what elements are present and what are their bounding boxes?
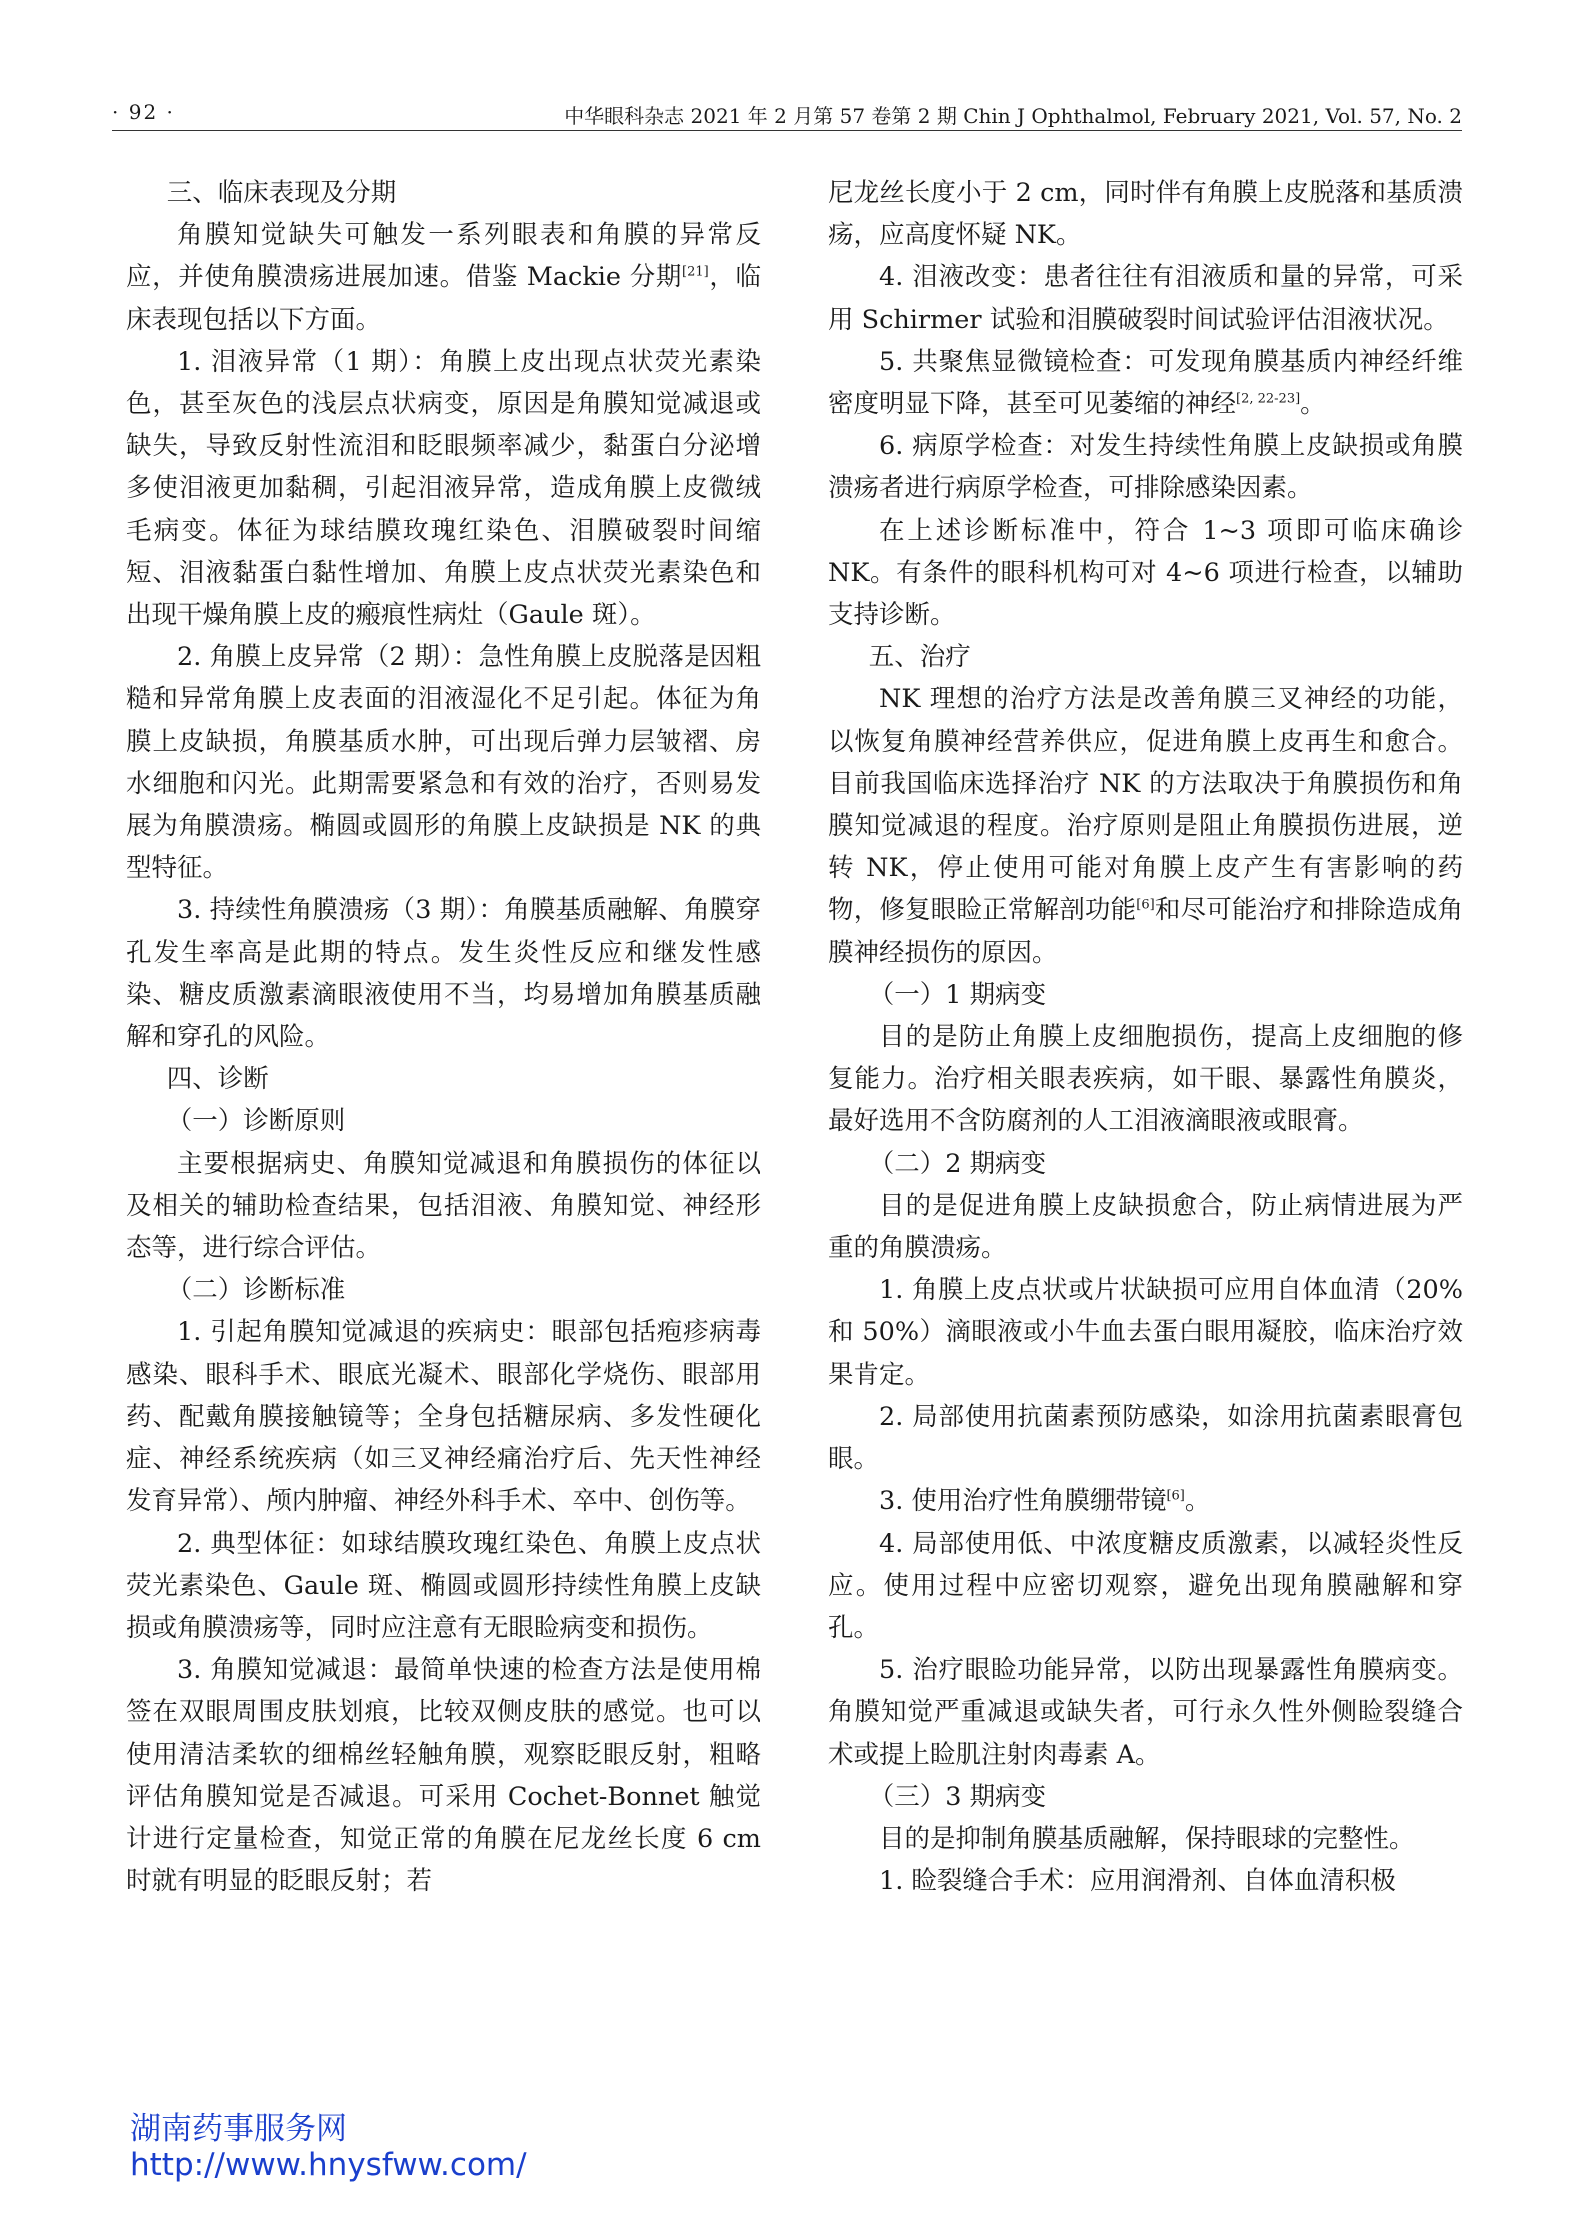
paragraph: 5. 共聚焦显微镜检查：可发现角膜基质内神经纤维密度明显下降，甚至可见萎缩的神经[2, 22-23]。 [828,346,1463,420]
subsection-heading: （一）诊断原则 [166,1106,346,1137]
citation-ref: [6] [1136,897,1155,913]
paragraph: 1. 睑裂缝合手术：应用润滑剂、自体血清积极 [879,1866,1396,1897]
site-name-link[interactable]: 湖南药事服务网 [130,2111,347,2147]
site-url-link[interactable]: http://www.hnysfww.com/ [130,2147,527,2183]
paragraph: 尼龙丝长度小于 2 cm，同时伴有角膜上皮脱落和基质溃疡，应高度怀疑 NK。 [828,178,1463,251]
citation-ref: [21] [682,264,709,280]
paragraph: 3. 持续性角膜溃疡（3 期）：角膜基质融解、角膜穿孔发生率高是此期的特点。发生炎性反应和继发性感染、糖皮质激素滴眼液使用不当，均易增加角膜基质融解和穿孔的风险。 [126,895,761,1053]
section-heading: 五、治疗 [868,642,971,673]
paragraph: 4. 局部使用低、中浓度糖皮质激素，以减轻炎性反应。使用过程中应密切观察，避免出现角膜融解和穿孔。 [828,1528,1463,1643]
paragraph: 目的是促进角膜上皮缺损愈合，防止病情进展为严重的角膜溃疡。 [828,1190,1463,1264]
section-heading: 四、诊断 [166,1064,269,1095]
subsection-heading: （三）3 期病变 [868,1781,1047,1812]
subsection-heading: （二）诊断标准 [166,1275,346,1306]
paragraph: 1. 泪液异常（1 期）：角膜上皮出现点状荧光素染色，甚至灰色的浅层点状病变，原因是角膜知觉减退或缺失，导致反射性流泪和眨眼频率减少，黏蛋白分泌增多使泪液更加黏稠，引起泪液异常，造成角膜上皮微绒毛病变。体征为球结膜玫瑰红染色、泪膜破裂时间缩短、泪液黏蛋白黏性增加、角膜上皮点状荧光素染色和出现干燥角膜上皮的瘢痕性病灶（Gaule 斑）。 [126,346,761,631]
subsection-heading: （一）1 期病变 [868,979,1047,1010]
paragraph: 目的是抑制角膜基质融解，保持眼球的完整性。 [879,1823,1415,1854]
section-heading: 三、临床表现及分期 [166,178,397,208]
paragraph: 3. 使用治疗性角膜绷带镜[6]。 [879,1486,1211,1517]
paragraph: 2. 角膜上皮异常（2 期）：急性角膜上皮脱落是因粗糙和异常角膜上皮表面的泪液湿化不足引起。体征为角膜上皮缺损，角膜基质水肿，可出现后弹力层皱褶、房水细胞和闪光。此期需要紧急和有效的治疗，否则易发展为角膜溃疡。椭圆或圆形的角膜上皮缺损是 NK 的典型特征。 [126,642,761,884]
paragraph: 2. 局部使用抗菌素预防感染，如涂用抗菌素眼膏包眼。 [828,1401,1463,1475]
running-header [112,96,1462,131]
paragraph: 6. 病原学检查：对发生持续性角膜上皮缺损或角膜溃疡者进行病原学检查，可排除感染因素。 [828,431,1463,504]
paragraph: 主要根据病史、角膜知觉减退和角膜损伤的体征以及相关的辅助检查结果，包括泪液、角膜知觉、神经形态等，进行综合评估。 [126,1148,761,1264]
paragraph: 3. 角膜知觉减退：最简单快速的检查方法是使用棉签在双眼周围皮肤划痕，比较双侧皮肤的感觉。也可以使用清洁柔软的细棉丝轻触角膜，观察眨眼反射，粗略评估角膜知觉是否减退。可采用 Cochet-Bonnet 触觉计进行定量检查，知觉正常的角膜在尼龙丝长度 6 cm 时就有明显的眨眼反射；若 [126,1655,761,1897]
paragraph: 1. 引起角膜知觉减退的疾病史：眼部包括疱疹病毒感染、眼科手术、眼底光凝术、眼部化学烧伤、眼部用药、配戴角膜接触镜等；全身包括糖尿病、多发性硬化症、神经系统疾病（如三叉神经痛治疗后、先天性神经发育异常）、颅内肿瘤、神经外科手术、卒中、创伤等。 [126,1317,761,1517]
left-column [126,172,761,1902]
journal-citation: 中华眼科杂志 2021 年 2 月第 57 卷第 2 期 Chin J Ophthalmol, February 2021, Vol. 57, No. 2 [564,104,1462,128]
paragraph: 在上述诊断标准中，符合 1~3 项即可临床确诊 NK。有条件的眼科机构可对 4~6 项进行检查，以辅助支持诊断。 [828,515,1463,631]
paragraph: 角膜知觉缺失可触发一系列眼表和角膜的异常反应，并使角膜溃疡进展加速。借鉴 Mackie 分期[21]，临床表现包括以下方面。 [126,220,761,335]
right-column [828,172,1463,1902]
paragraph: 5. 治疗眼睑功能异常，以防出现暴露性角膜病变。角膜知觉严重减退或缺失者，可行永久性外侧睑裂缝合术或提上睑肌注射肉毒素 A。 [828,1655,1463,1770]
citation-ref: [2, 22-23] [1236,391,1301,407]
paragraph: 2. 典型体征：如球结膜玫瑰红染色、角膜上皮点状荧光素染色、Gaule 斑、椭圆或圆形持续性角膜上皮缺损或角膜溃疡等，同时应注意有无眼睑病变和损伤。 [126,1528,761,1643]
citation-ref: [6] [1166,1488,1185,1504]
paragraph: 4. 泪液改变：患者往往有泪液质和量的异常，可采用 Schirmer 试验和泪膜破裂时间试验评估泪液状况。 [828,262,1463,335]
watermark [130,2111,527,2183]
paragraph: NK 理想的治疗方法是改善角膜三叉神经的功能，以恢复角膜神经营养供应，促进角膜上皮再生和愈合。目前我国临床选择治疗 NK 的方法取决于角膜损伤和角膜知觉减退的程度。治疗原则是阻止角膜损伤进展，逆转 NK，停止使用可能对角膜上皮产生有害影响的药物，修复眼睑正常解剖功能[6]和尽可能治疗和排除造成角膜神经损伤的原因。 [828,684,1463,968]
page-number: · 92 · [112,100,175,124]
subsection-heading: （二）2 期病变 [868,1148,1047,1179]
paragraph: 1. 角膜上皮点状或片状缺损可应用自体血清（20% 和 50%）滴眼液或小牛血去蛋白眼用凝胶，临床治疗效果肯定。 [828,1275,1463,1390]
paragraph: 目的是防止角膜上皮细胞损伤，提高上皮细胞的修复能力。治疗相关眼表疾病，如干眼、暴露性角膜炎，最好选用不含防腐剂的人工泪液滴眼液或眼膏。 [828,1022,1463,1137]
